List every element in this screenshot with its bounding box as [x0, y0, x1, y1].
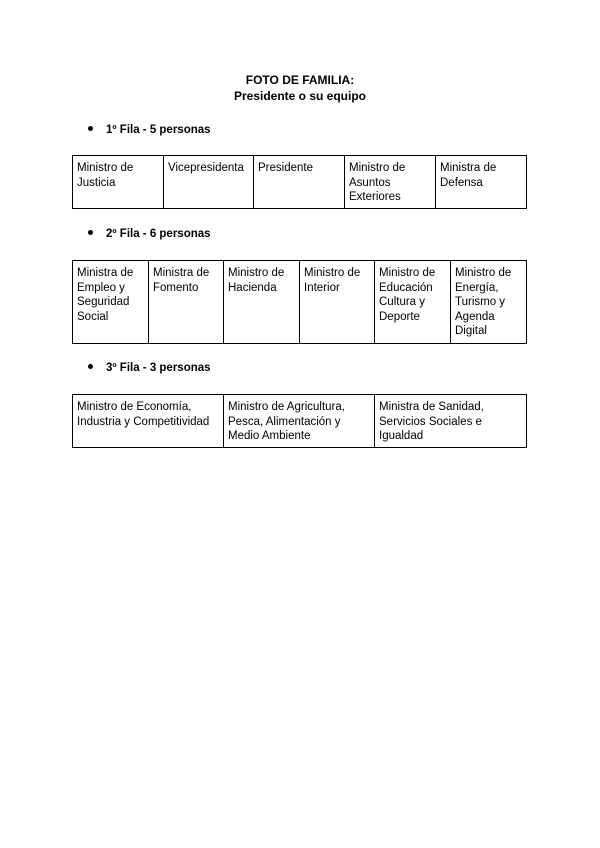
- row-2-table: [72, 260, 527, 344]
- row-3-heading: [88, 361, 211, 375]
- table-row: [73, 395, 527, 448]
- row-3-table: [72, 394, 527, 448]
- bullet-icon: [88, 230, 93, 235]
- table-cell: Ministro de Asuntos Exteriores: [345, 156, 436, 209]
- row-2-heading: [88, 227, 211, 241]
- table-row: [73, 261, 527, 344]
- table-cell: Ministro de Economía, Industria y Competitividad: [73, 395, 224, 448]
- table-cell: Ministro de Interior: [300, 261, 375, 344]
- table-cell: Ministra de Sanidad, Servicios Sociales e Igualdad: [375, 395, 527, 448]
- table-cell: Ministra de Empleo y Seguridad Social: [73, 261, 149, 344]
- row-3-heading-text: 3º Fila - 3 personas: [106, 362, 211, 374]
- document-title: FOTO DE FAMILIA:: [245, 73, 355, 87]
- table-row: [73, 156, 527, 209]
- bullet-icon: [88, 364, 93, 369]
- table-cell: Vicepresidenta: [164, 156, 254, 209]
- document-subtitle: Presidente o su equipo: [233, 89, 367, 103]
- table-cell: Ministra de Defensa: [436, 156, 527, 209]
- table-cell: Ministro de Educación Cultura y Deporte: [375, 261, 451, 344]
- row-1-table: [72, 155, 527, 209]
- table-cell: Ministro de Justicia: [73, 156, 164, 209]
- row-2-heading-text: 2º Fila - 6 personas: [106, 228, 211, 240]
- table-cell: Ministro de Energía, Turismo y Agenda Digital: [451, 261, 527, 344]
- table-cell: Ministro de Agricultura, Pesca, Alimentación y Medio Ambiente: [224, 395, 375, 448]
- table-cell: Presidente: [254, 156, 345, 209]
- row-1-heading-text: 1º Fila - 5 personas: [106, 124, 211, 136]
- row-1-heading: [88, 123, 211, 137]
- table-cell: Ministra de Fomento: [149, 261, 224, 344]
- bullet-icon: [88, 126, 93, 131]
- table-cell: Ministro de Hacienda: [224, 261, 300, 344]
